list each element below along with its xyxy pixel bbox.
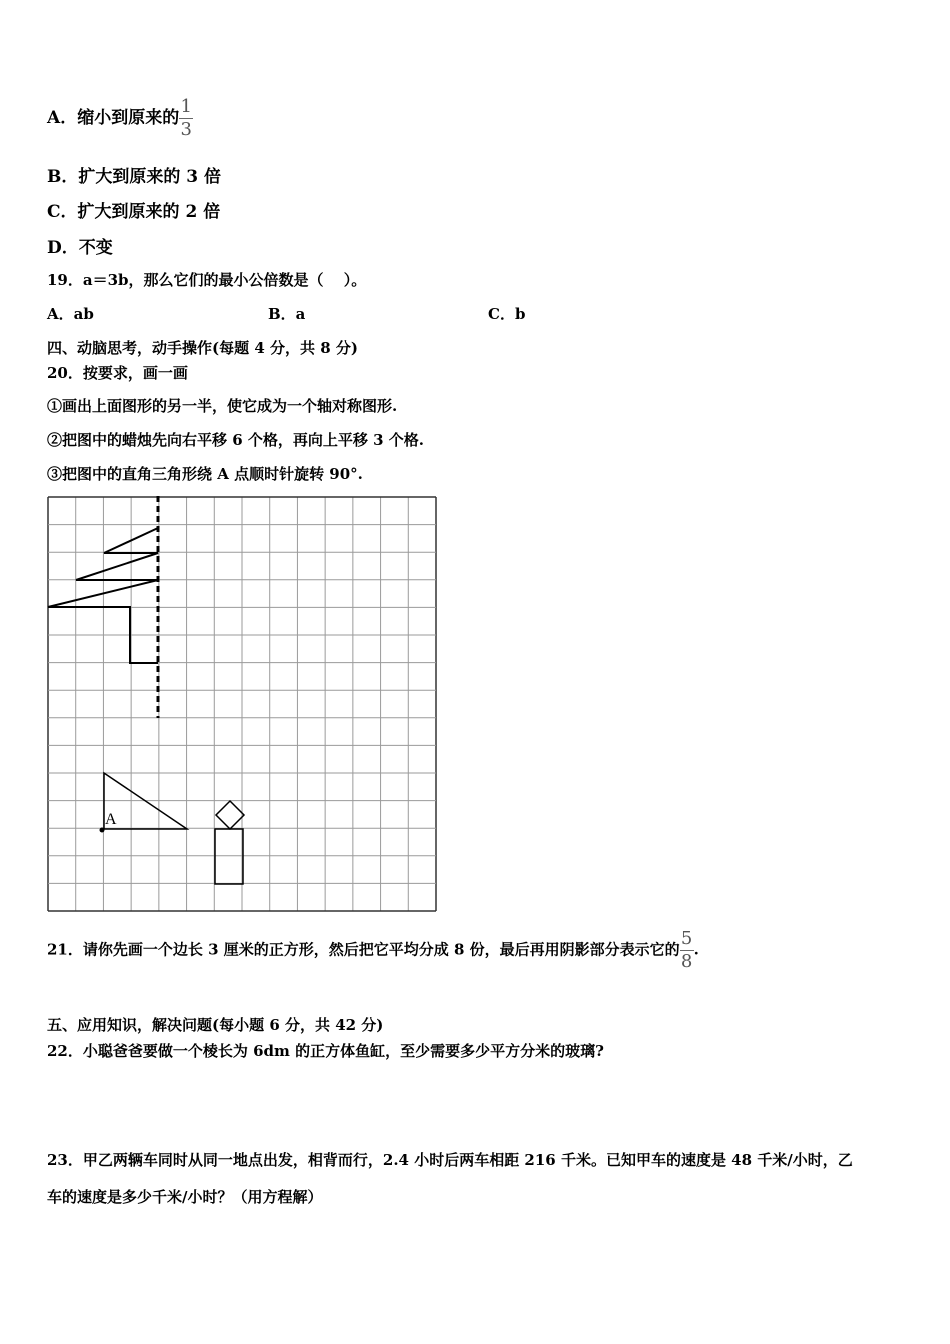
question-21	[47, 930, 699, 971]
question-20-step1: ①画出上面图形的另一半，使它成为一个轴对称图形.	[47, 397, 398, 415]
grid-lines	[48, 497, 436, 911]
drawing-grid	[47, 496, 437, 912]
fraction-one-third	[179, 98, 193, 139]
option-18d: D．不变	[47, 238, 113, 258]
option-18a-text: A．缩小到原来的	[47, 108, 180, 128]
option-19a: A．ab	[47, 305, 94, 323]
option-18b: B．扩大到原来的 3 倍	[47, 167, 222, 187]
option-19c: C．b	[488, 305, 526, 323]
section-5-heading: 五、应用知识，解决问题(每小题 6 分，共 42 分)	[47, 1016, 384, 1034]
question-20-step3: ③把图中的直角三角形绕 A 点顺时针旋转 90°.	[47, 465, 363, 483]
candle-flame	[216, 801, 244, 829]
point-a-marker	[100, 828, 105, 833]
option-18c: C．扩大到原来的 2 倍	[47, 202, 221, 222]
question-19-stem: 19．a＝3b，那么它们的最小公倍数是（ ）。	[47, 271, 367, 289]
option-18a	[47, 98, 193, 139]
question-23-line1: 23．甲乙两辆车同时从同一地点出发，相背而行，2.4 小时后两车相距 216 千米。已知甲车的速度是 48 千米/小时，乙	[47, 1151, 853, 1169]
option-19b: B．a	[268, 305, 306, 323]
candle-body	[215, 829, 243, 884]
question-20-stem: 20．按要求，画一画	[47, 364, 188, 382]
question-22: 22．小聪爸爸要做一个棱长为 6dm 的正方体鱼缸，至少需要多少平方分米的玻璃?	[47, 1042, 604, 1060]
question-23-line2: 车的速度是多少千米/小时？（用方程解）	[47, 1188, 323, 1206]
question-21-end: .	[693, 940, 699, 959]
section-4-heading: 四、动脑思考，动手操作(每题 4 分，共 8 分)	[47, 339, 358, 357]
question-20-step2: ②把图中的蜡烛先向右平移 6 个格，再向上平移 3 个格.	[47, 431, 424, 449]
point-a-label: A	[105, 811, 117, 828]
fraction-denominator: 8	[680, 951, 693, 972]
fraction-numerator: 5	[680, 928, 693, 949]
question-21-text: 21．请你先画一个边长 3 厘米的正方形，然后把它平均分成 8 份，最后再用阴影部分表示它的	[47, 940, 680, 959]
fraction-numerator: 1	[180, 96, 192, 117]
fraction-five-eighths	[680, 930, 694, 971]
fraction-denominator: 3	[180, 119, 192, 140]
